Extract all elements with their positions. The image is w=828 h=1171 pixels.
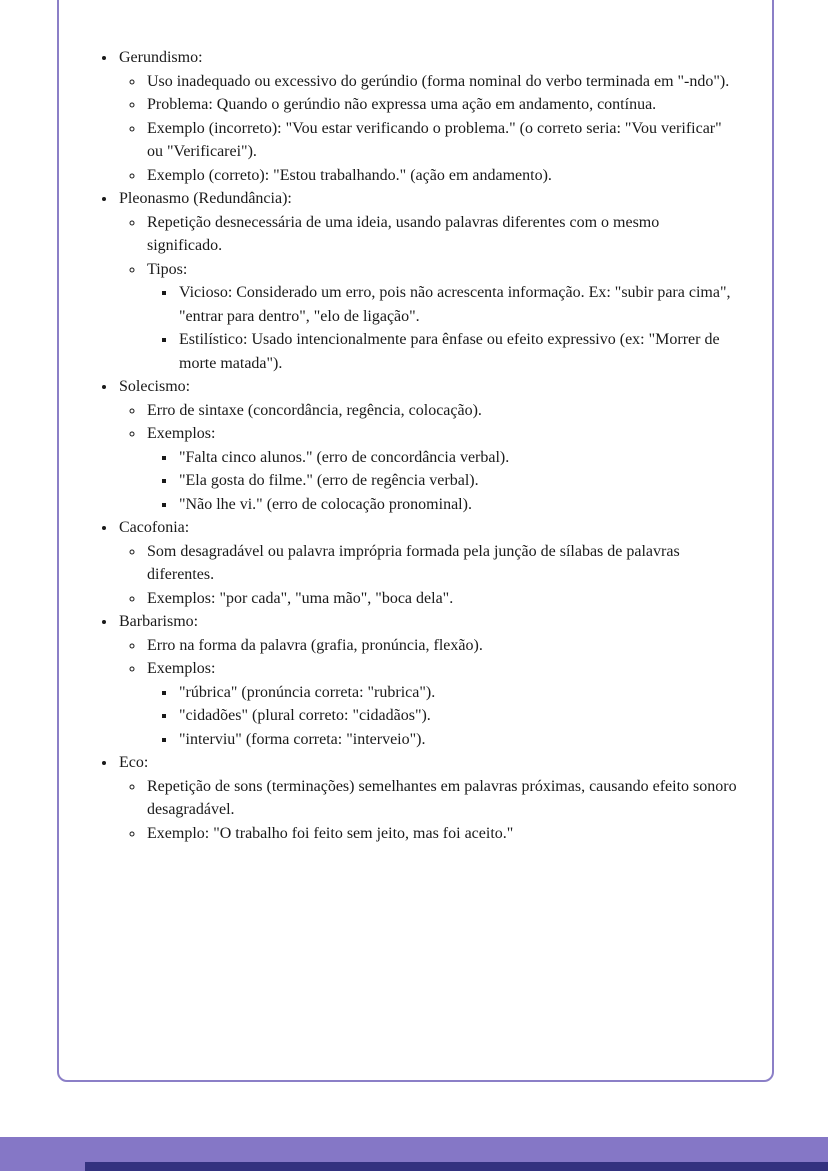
list-item xyxy=(177,704,738,728)
list-item-text: "interviu" (forma correta: "interveio"). xyxy=(179,730,426,748)
list-item xyxy=(117,187,738,375)
list-item xyxy=(145,657,738,751)
list-item xyxy=(145,540,738,587)
list-item-text: Gerundismo: xyxy=(119,49,203,66)
list-item xyxy=(177,281,738,328)
list-item-text: Exemplo: "O trabalho foi feito sem jeito, mas foi aceito." xyxy=(147,824,514,842)
list-item xyxy=(177,681,738,705)
list-item-text: "Falta cinco alunos." (erro de concordância verbal). xyxy=(179,448,510,466)
list-item-text: Exemplos: xyxy=(147,425,216,442)
list-item-text: Eco: xyxy=(119,754,149,771)
bullet-list-level-3 xyxy=(147,681,738,752)
bullet-list-level-2 xyxy=(119,634,738,752)
list-item xyxy=(177,446,738,470)
list-item-text: Barbarismo: xyxy=(119,613,199,630)
list-item xyxy=(145,399,738,423)
list-item xyxy=(145,587,738,611)
list-item xyxy=(145,822,738,846)
bullet-list-level-3 xyxy=(147,446,738,517)
list-item-text: Exemplos: xyxy=(147,660,216,677)
list-item-text: Exemplos: "por cada", "uma mão", "boca dela". xyxy=(147,589,454,607)
bullet-list-level-3 xyxy=(147,281,738,375)
list-item xyxy=(117,610,738,751)
footer-dark-bar xyxy=(85,1162,828,1171)
list-item xyxy=(145,211,738,258)
list-item-text: Vicioso: Considerado um erro, pois não acrescenta informação. Ex: "subir para cima", "entrar para dentro", "elo de ligação". xyxy=(179,284,731,325)
list-item-text: Repetição desnecessária de uma ideia, usando palavras diferentes com o mesmo significado. xyxy=(147,213,660,254)
list-item-text: Pleonasmo (Redundância): xyxy=(119,190,292,207)
bullet-list-level-2 xyxy=(119,211,738,376)
list-item-text: Solecismo: xyxy=(119,378,191,395)
document-page xyxy=(57,0,774,1082)
list-item-text: Estilístico: Usado intencionalmente para ênfase ou efeito expressivo (ex: "Morrer de morte matada"). xyxy=(179,331,720,372)
list-item xyxy=(145,93,738,117)
list-item-text: Cacofonia: xyxy=(119,519,190,536)
list-item xyxy=(145,117,738,164)
document-content xyxy=(59,0,772,865)
list-item xyxy=(117,751,738,845)
list-item xyxy=(177,469,738,493)
list-item xyxy=(145,164,738,188)
list-item xyxy=(145,422,738,516)
list-item xyxy=(145,70,738,94)
list-item-text: "Não lhe vi." (erro de colocação pronominal). xyxy=(179,495,472,513)
list-item-text: Som desagradável ou palavra imprópria formada pela junção de sílabas de palavras diferentes. xyxy=(147,542,680,583)
list-item xyxy=(177,328,738,375)
list-item-text: Exemplo (incorreto): "Vou estar verificando o problema." (o correto seria: "Vou verificar" ou "Verificarei"). xyxy=(147,119,722,160)
list-item xyxy=(145,634,738,658)
list-item-text: Exemplo (correto): "Estou trabalhando." (ação em andamento). xyxy=(147,166,552,184)
list-item-text: "cidadões" (plural correto: "cidadãos"). xyxy=(179,707,431,724)
list-item-text: Uso inadequado ou excessivo do gerúndio (forma nominal do verbo terminada em "-ndo"). xyxy=(147,72,730,90)
list-item xyxy=(145,258,738,376)
list-item-text: "Ela gosta do filme." (erro de regência verbal). xyxy=(179,472,479,489)
list-item-text: Problema: Quando o gerúndio não expressa uma ação em andamento, contínua. xyxy=(147,96,657,113)
list-item xyxy=(177,728,738,752)
list-item xyxy=(177,493,738,517)
list-item-text: Erro na forma da palavra (grafia, pronúncia, flexão). xyxy=(147,636,483,654)
list-item xyxy=(117,375,738,516)
bullet-list-level-2 xyxy=(119,70,738,188)
bullet-list-level-2 xyxy=(119,399,738,517)
list-item-text: Tipos: xyxy=(147,260,188,278)
list-item xyxy=(117,46,738,187)
bullet-list-level-1 xyxy=(95,46,738,845)
bullet-list-level-2 xyxy=(119,775,738,846)
list-item-text: Repetição de sons (terminações) semelhantes em palavras próximas, causando efeito sonoro desagradável. xyxy=(147,777,737,818)
bullet-list-level-2 xyxy=(119,540,738,611)
list-item xyxy=(117,516,738,610)
list-item xyxy=(145,775,738,822)
list-item-text: "rúbrica" (pronúncia correta: "rubrica"). xyxy=(179,683,436,701)
list-item-text: Erro de sintaxe (concordância, regência, colocação). xyxy=(147,401,482,419)
document-list xyxy=(95,46,738,845)
